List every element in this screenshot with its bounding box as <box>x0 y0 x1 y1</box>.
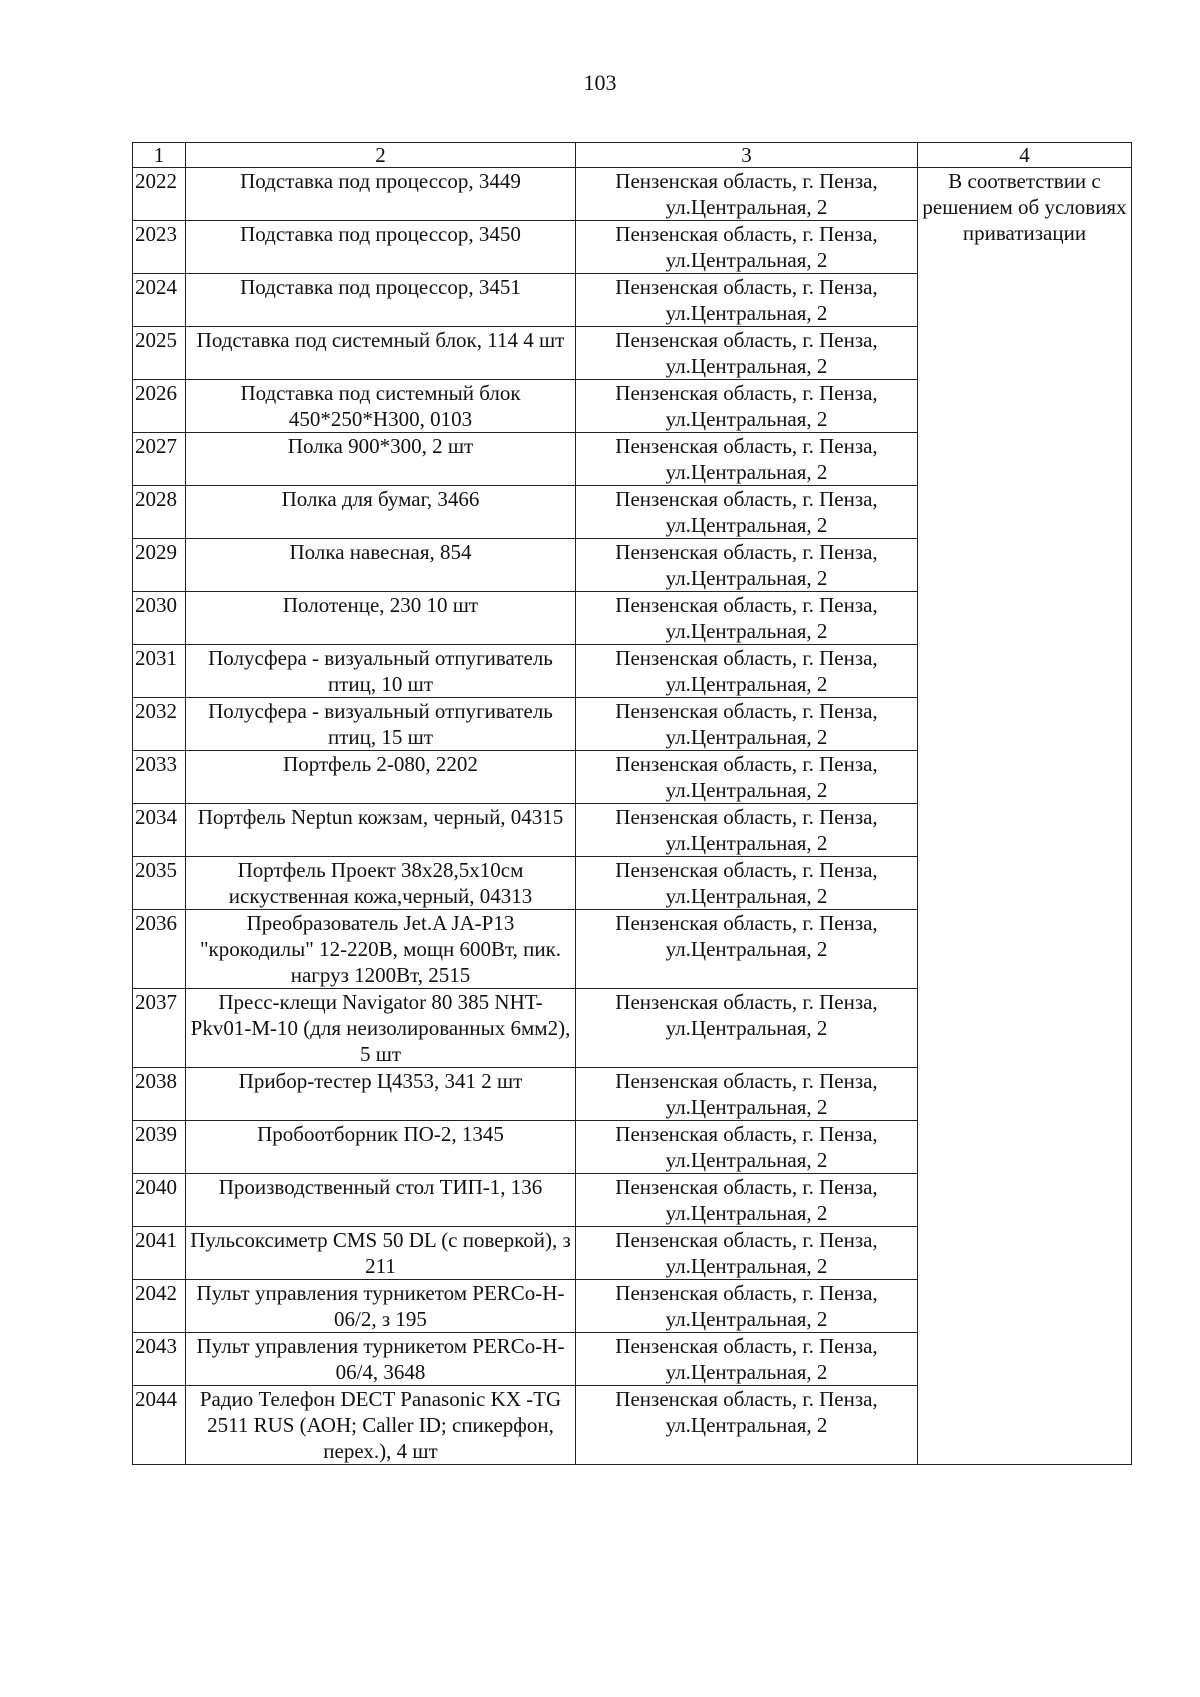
item-name: Портфель 2-080, 2202 <box>186 751 576 804</box>
item-address <box>576 221 918 274</box>
row-number: 2025 <box>133 327 186 380</box>
item-name: Производственный стол ТИП-1, 136 <box>186 1174 576 1227</box>
address-line-street: ул.Центральная, 2 <box>665 301 828 325</box>
item-name: Полотенце, 230 10 шт <box>186 592 576 645</box>
item-address <box>576 486 918 539</box>
item-address <box>576 1121 918 1174</box>
item-address <box>576 433 918 486</box>
item-name: Радио Телефон DECT Panasonic KX -TG 2511 RUS (АОН; Caller ID; спикерфон, перех.), 4 шт <box>186 1386 576 1465</box>
item-address <box>576 751 918 804</box>
address-line-region: Пензенская область, г. Пенза, <box>615 593 878 617</box>
item-name: Пульт управления турникетом PERCo-H-06/2, з 195 <box>186 1280 576 1333</box>
address-line-region: Пензенская область, г. Пенза, <box>615 487 878 511</box>
item-name: Пульт управления турникетом PERCo-H-06/4, 3648 <box>186 1333 576 1386</box>
table-header-row <box>133 143 1132 168</box>
address-line-region: Пензенская область, г. Пенза, <box>615 328 878 352</box>
item-address <box>576 274 918 327</box>
item-name: Преобразователь Jet.A JA-P13 "крокодилы" 12-220В, мощн 600Вт, пик. нагруз 1200Вт, 2515 <box>186 910 576 989</box>
address-line-street: ул.Центральная, 2 <box>665 195 828 219</box>
address-line-region: Пензенская область, г. Пенза, <box>615 1175 878 1199</box>
row-number: 2032 <box>133 698 186 751</box>
address-line-region: Пензенская область, г. Пенза, <box>615 169 878 193</box>
privatization-condition: В соответствии с решением об условиях приватизации <box>918 168 1132 1465</box>
address-line-region: Пензенская область, г. Пенза, <box>615 1281 878 1305</box>
item-name: Полусфера - визуальный отпугиватель птиц, 10 шт <box>186 645 576 698</box>
address-line-street: ул.Центральная, 2 <box>665 1095 828 1119</box>
row-number: 2023 <box>133 221 186 274</box>
item-address <box>576 857 918 910</box>
address-line-street: ул.Центральная, 2 <box>665 1413 828 1437</box>
item-name: Портфель Neptun кожзам, черный, 04315 <box>186 804 576 857</box>
table-row <box>133 168 1132 221</box>
item-name: Полка 900*300, 2 шт <box>186 433 576 486</box>
address-line-region: Пензенская область, г. Пенза, <box>615 1334 878 1358</box>
item-name: Портфель Проект 38х28,5х10см искуственная кожа,черный, 04313 <box>186 857 576 910</box>
row-number: 2027 <box>133 433 186 486</box>
row-number: 2035 <box>133 857 186 910</box>
address-line-street: ул.Центральная, 2 <box>665 513 828 537</box>
row-number: 2043 <box>133 1333 186 1386</box>
item-name: Пульсоксиметр CMS 50 DL (с поверкой), з 211 <box>186 1227 576 1280</box>
address-line-street: ул.Центральная, 2 <box>665 778 828 802</box>
address-line-region: Пензенская область, г. Пенза, <box>615 275 878 299</box>
address-line-region: Пензенская область, г. Пенза, <box>615 805 878 829</box>
item-address <box>576 1333 918 1386</box>
item-name: Полка навесная, 854 <box>186 539 576 592</box>
address-line-street: ул.Центральная, 2 <box>665 1307 828 1331</box>
item-address <box>576 989 918 1068</box>
item-name: Полусфера - визуальный отпугиватель птиц, 15 шт <box>186 698 576 751</box>
address-line-street: ул.Центральная, 2 <box>665 1016 828 1040</box>
item-address <box>576 1227 918 1280</box>
address-line-street: ул.Центральная, 2 <box>665 248 828 272</box>
row-number: 2028 <box>133 486 186 539</box>
address-line-region: Пензенская область, г. Пенза, <box>615 434 878 458</box>
item-name: Подставка под системный блок, 114 4 шт <box>186 327 576 380</box>
address-line-street: ул.Центральная, 2 <box>665 937 828 961</box>
row-number: 2038 <box>133 1068 186 1121</box>
row-number: 2022 <box>133 168 186 221</box>
item-address <box>576 1386 918 1465</box>
item-address <box>576 910 918 989</box>
address-line-region: Пензенская область, г. Пенза, <box>615 752 878 776</box>
page-number: 103 <box>583 70 617 95</box>
item-name: Подставка под процессор, 3450 <box>186 221 576 274</box>
column-header-4: 4 <box>918 143 1132 168</box>
item-name: Полка для бумаг, 3466 <box>186 486 576 539</box>
column-header-2: 2 <box>186 143 576 168</box>
item-address <box>576 168 918 221</box>
address-line-street: ул.Центральная, 2 <box>665 1201 828 1225</box>
item-name: Прибор-тестер Ц4353, 341 2 шт <box>186 1068 576 1121</box>
row-number: 2039 <box>133 1121 186 1174</box>
row-number: 2041 <box>133 1227 186 1280</box>
item-name: Пробоотборник ПО-2, 1345 <box>186 1121 576 1174</box>
address-line-street: ул.Центральная, 2 <box>665 1148 828 1172</box>
property-table <box>132 142 1132 1465</box>
row-number: 2033 <box>133 751 186 804</box>
item-address <box>576 380 918 433</box>
row-number: 2044 <box>133 1386 186 1465</box>
column-header-1: 1 <box>133 143 186 168</box>
item-address <box>576 327 918 380</box>
address-line-street: ул.Центральная, 2 <box>665 619 828 643</box>
address-line-street: ул.Центральная, 2 <box>665 354 828 378</box>
row-number: 2040 <box>133 1174 186 1227</box>
item-address <box>576 1280 918 1333</box>
address-line-street: ул.Центральная, 2 <box>665 1254 828 1278</box>
address-line-region: Пензенская область, г. Пенза, <box>615 858 878 882</box>
row-number: 2042 <box>133 1280 186 1333</box>
row-number: 2030 <box>133 592 186 645</box>
address-line-region: Пензенская область, г. Пенза, <box>615 1122 878 1146</box>
item-address <box>576 645 918 698</box>
column-header-3: 3 <box>576 143 918 168</box>
item-name: Пресс-клещи Navigator 80 385 NHT-Pkv01-M-10 (для неизолированных 6мм2), 5 шт <box>186 989 576 1068</box>
address-line-region: Пензенская область, г. Пенза, <box>615 646 878 670</box>
address-line-region: Пензенская область, г. Пенза, <box>615 381 878 405</box>
address-line-street: ул.Центральная, 2 <box>665 884 828 908</box>
address-line-region: Пензенская область, г. Пенза, <box>615 990 878 1014</box>
address-line-region: Пензенская область, г. Пенза, <box>615 911 878 935</box>
table-body <box>133 143 1132 1465</box>
address-line-street: ул.Центральная, 2 <box>665 725 828 749</box>
item-address <box>576 804 918 857</box>
row-number: 2029 <box>133 539 186 592</box>
item-address <box>576 592 918 645</box>
row-number: 2036 <box>133 910 186 989</box>
address-line-region: Пензенская область, г. Пенза, <box>615 1228 878 1252</box>
address-line-region: Пензенская область, г. Пенза, <box>615 1069 878 1093</box>
address-line-street: ул.Центральная, 2 <box>665 831 828 855</box>
item-name: Подставка под процессор, 3451 <box>186 274 576 327</box>
address-line-street: ул.Центральная, 2 <box>665 407 828 431</box>
address-line-street: ул.Центральная, 2 <box>665 566 828 590</box>
item-address <box>576 698 918 751</box>
item-address <box>576 1174 918 1227</box>
item-name: Подставка под процессор, 3449 <box>186 168 576 221</box>
address-line-street: ул.Центральная, 2 <box>665 460 828 484</box>
address-line-street: ул.Центральная, 2 <box>665 1360 828 1384</box>
address-line-region: Пензенская область, г. Пенза, <box>615 540 878 564</box>
address-line-street: ул.Центральная, 2 <box>665 672 828 696</box>
item-address <box>576 1068 918 1121</box>
item-name: Подставка под системный блок 450*250*Н300, 0103 <box>186 380 576 433</box>
row-number: 2024 <box>133 274 186 327</box>
address-line-region: Пензенская область, г. Пенза, <box>615 1387 878 1411</box>
item-address <box>576 539 918 592</box>
row-number: 2031 <box>133 645 186 698</box>
row-number: 2026 <box>133 380 186 433</box>
address-line-region: Пензенская область, г. Пенза, <box>615 222 878 246</box>
row-number: 2037 <box>133 989 186 1068</box>
row-number: 2034 <box>133 804 186 857</box>
address-line-region: Пензенская область, г. Пенза, <box>615 699 878 723</box>
